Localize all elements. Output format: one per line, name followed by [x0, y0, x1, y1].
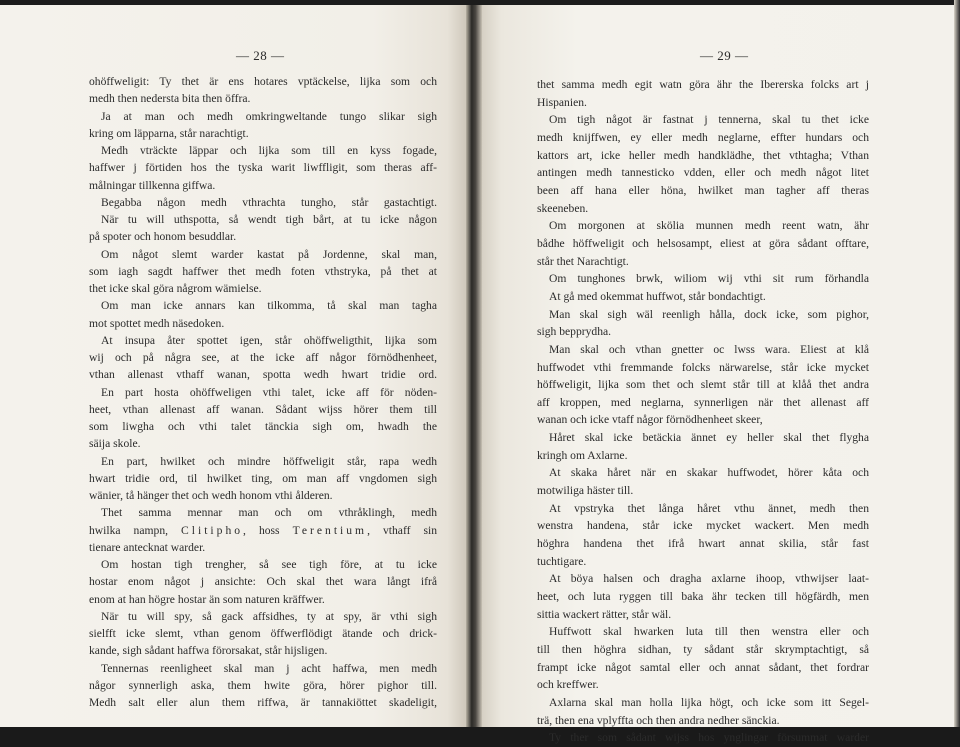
text-line [537, 500, 869, 518]
text-line [89, 677, 437, 694]
text-segment: En part hosta ohöffweligen vthi talet, icke aff för nöden- [101, 385, 437, 399]
text-segment: säija skole. [89, 437, 141, 451]
text-line [537, 323, 869, 341]
text-segment: målningar tillkenna giffwa. [89, 178, 216, 192]
text-segment: sigh bepprydha. [537, 325, 612, 339]
text-line [89, 315, 437, 332]
text-segment: En part, hwilket och mindre höffweligit står, rapa wedh [101, 454, 437, 468]
text-line [537, 341, 869, 359]
text-line [89, 625, 437, 642]
text-segment: skeeneben. [537, 201, 589, 215]
text-segment: någor synnerligh aska, them hwite göra, hörer pighor till. [89, 678, 437, 692]
text-line [537, 217, 869, 235]
text-line [537, 482, 869, 500]
text-segment: kring om läpparna, står narachtigt. [89, 126, 249, 140]
text-line [537, 429, 869, 447]
text-segment: som liwgha och vthi talet tänckia sigh om, hwadh the [89, 420, 437, 433]
text-line [89, 573, 437, 590]
text-line [537, 182, 869, 200]
text-line [89, 694, 437, 711]
text-segment: medh knijffwen, ey eller medh neglarne, effter hundars och [537, 130, 869, 144]
text-line [89, 263, 437, 280]
text-segment: enom at han högre hostar än som naturen kräffwer. [89, 592, 325, 606]
text-segment: frampt icke något samtal eller och annat sådant, thet fordrar [537, 660, 869, 674]
text-segment: wänier, tå hänger thet och wedh honom vthi ålderen. [89, 489, 333, 502]
text-line [89, 366, 437, 383]
text-line [89, 660, 437, 677]
text-line [537, 200, 869, 218]
text-line [89, 142, 437, 159]
text-line [89, 73, 437, 90]
text-segment: kattors art, icke heller medh handklädhe, thet vthtagha; Vthan [537, 148, 869, 162]
text-segment: Axlarna skal man holla lijka högt, och icke som itt Segel- [549, 695, 869, 709]
text-line [537, 623, 869, 641]
text-line [89, 384, 437, 401]
text-line [89, 522, 437, 539]
text-segment: Om tigh något är fastnat j tennerna, skal tu thet icke [549, 113, 869, 127]
text-segment: wenstra handena, står icke mycket wackert. Men medh [537, 519, 869, 533]
text-segment: thet icke skal göra någrom wämielse. [89, 282, 262, 295]
text-line [537, 129, 869, 147]
text-line [89, 125, 437, 142]
text-line [537, 447, 869, 465]
text-segment: När tu will uthspotta, så wendt tigh bårt, at tu icke någon [101, 213, 437, 226]
text-segment: Ja at man och medh omkringweltande tungo slikar sigh [101, 109, 437, 123]
text-line [537, 712, 869, 730]
scan-edge-right [954, 0, 960, 727]
text-line [89, 591, 437, 608]
text-segment: Ty ther som sådant wijss hos ynglingar försummat warder [549, 731, 869, 745]
text-line [537, 359, 869, 377]
text-segment: höffweligit, lijka som thet och slemt står till at klåå thet andra [537, 378, 869, 392]
text-segment: medh then nedersta bita then öffra. [89, 92, 251, 106]
text-segment: sittia wackert rätter, står wäl. [537, 607, 672, 621]
text-segment: , vthaff sin [367, 523, 437, 537]
text-line [89, 159, 437, 176]
text-segment: tuchtigare. [537, 554, 587, 568]
text-line [537, 270, 869, 288]
text-segment: Om morgonen at skölia munnen medh reent watn, ähr [549, 219, 869, 233]
text-segment: Håret skal icke betäckia ännet ey heller skal thet flygha [549, 431, 869, 445]
text-segment: Man skal sigh wäl reenligh hålla, dock icke, som pighor, [549, 307, 869, 321]
text-segment: , hoss [243, 523, 293, 537]
text-segment: wij och på några see, at the icke aff någor förnödhenheet, [89, 351, 437, 364]
text-segment: At skaka håret när en skakar huffwodet, hörer kåta och [549, 466, 869, 480]
text-segment: kringh om Axlarne. [537, 448, 628, 462]
text-line [537, 641, 869, 659]
text-segment: huffwodet vthi fremmande folcks närwarelse, står icke mycket [537, 360, 869, 374]
text-segment: tienare antecknat warder. [89, 540, 206, 554]
text-line [537, 464, 869, 482]
text-line [89, 608, 437, 625]
page-number-right: — 29 — [700, 48, 749, 63]
text-segment: sielfft icke slemt, vthan genom öffwerflödigt ätande och drick- [89, 627, 437, 640]
text-line [537, 111, 869, 129]
text-segment: At gå med okemmat huffwot, står bondachtigt. [549, 289, 766, 303]
text-line [89, 401, 437, 418]
text-segment: Hispanien. [537, 95, 587, 109]
text-segment: hwilka nampn, [89, 523, 182, 537]
text-segment: Om hostan tigh trengher, så see tigh före, at tu icke [101, 558, 437, 571]
text-segment: Begabba någon medh vthrachta tungho, står gastachtigt. [101, 195, 437, 209]
text-segment: Man skal och vthan gnetter oc lwss wara. Eliest at klå [549, 342, 869, 356]
text-segment: antingen medh tannesticko vdden, eller och medh något litet [537, 166, 869, 180]
text-line [89, 453, 437, 470]
text-line [89, 504, 437, 521]
text-line [537, 394, 869, 412]
text-line [89, 487, 437, 504]
text-segment: wanan och icke vtaff någor förnödhenheet skeer, [537, 413, 763, 427]
text-segment: mot spottet medh näsedoken. [89, 316, 225, 330]
text-line [89, 228, 437, 245]
text-segment: trä, then ena vplyffta och then andra nedher sänckia. [537, 713, 780, 727]
text-line [537, 147, 869, 165]
text-line [537, 411, 869, 429]
text-segment: been aff hana eller höna, hwilket man tagher aff theras [537, 183, 869, 197]
text-segment: höghra handena thet ifrå hwart annat skilia, står fast [537, 537, 869, 551]
text-segment: motwiliga häster till. [537, 484, 634, 498]
text-segment: ohöffweligit: Ty thet är ens hotares vptäckelse, lijka som och [89, 75, 437, 88]
text-line [89, 177, 437, 194]
text-line [537, 306, 869, 324]
text-line [537, 729, 869, 747]
text-segment: När tu will spy, så gack affsidhes, ty at spy, är vthi sigh [101, 609, 437, 623]
text-line [537, 606, 869, 624]
text-line [537, 94, 869, 112]
text-line [89, 90, 437, 107]
text-segment: kande, sigh sådant haffwa förorsakat, står hijsligen. [89, 644, 328, 658]
text-line [89, 246, 437, 263]
text-line [89, 435, 437, 452]
text-segment: Huffwott skal hwarken luta till then wenstra eller och [549, 625, 869, 639]
text-segment: At böya halsen och dragha axlarne ihoop, vthwijser laat- [549, 572, 869, 586]
text-line [537, 517, 869, 535]
text-line [89, 211, 437, 228]
text-line [89, 556, 437, 573]
text-segment: heet, vthan allenast aff wanan. Sådant wijss hörer them till [89, 402, 437, 416]
text-line [89, 194, 437, 211]
spaced-name: Terentium [292, 523, 368, 537]
text-line [537, 659, 869, 677]
text-line [89, 539, 437, 556]
text-segment: vthan allenast vthaff wanan, spotta wedh hwart tridie ord. [89, 368, 437, 382]
text-line [537, 76, 869, 94]
text-segment: haffwer j förtiden hos the tyska warit liwffligit, som theras aff- [89, 161, 437, 175]
text-segment: Thet samma mennar man och om vthråklingh, medh [101, 506, 437, 520]
text-line [89, 470, 437, 487]
text-line [89, 108, 437, 125]
text-segment: Medh salt eller alun them riffwa, är tannakiöttet skadeligit, [89, 696, 437, 709]
text-line [537, 570, 869, 588]
text-line [537, 288, 869, 306]
right-page [482, 0, 960, 745]
text-line [89, 418, 437, 435]
text-segment: som iagh sagdt haffwer thet medh foten vthstryka, på thet at [89, 264, 437, 278]
text-line [89, 642, 437, 659]
text-segment: står thet Narachtigt. [537, 254, 629, 268]
book-gutter [466, 0, 482, 727]
text-line [537, 253, 869, 271]
left-page-text [89, 73, 437, 711]
text-segment: At vpstryka thet långa håret vthu ännet, medh then [549, 501, 869, 515]
scan-edge-top [0, 0, 960, 5]
text-segment: Medh vträckte läppar och lijka som till en kyss fogade, [101, 144, 437, 157]
text-segment: Om man icke annars kan tilkomma, tå skal man tagha [101, 299, 437, 313]
left-page [0, 0, 466, 727]
text-line [537, 553, 869, 571]
text-segment: Om något slemt warder kastat på Jordenne, skal man, [101, 247, 437, 261]
text-line [537, 676, 869, 694]
text-segment: At insupa åter spottet igen, står ohöffweligthit, lijka som [101, 333, 437, 347]
text-segment: thet samma medh egit watn göra ähr the Ibererska folcks art j [537, 78, 869, 91]
text-segment: Tennernas reenligheet skal man j acht haffwa, men medh [101, 661, 437, 675]
text-line [537, 235, 869, 253]
text-segment: Om tunghones brwk, wiliom wij vthi sit rum förhandla [549, 272, 869, 286]
text-line [89, 349, 437, 366]
page-number-left: — 28 — [236, 48, 285, 63]
text-segment: på spoter och honom besuddlar. [89, 230, 237, 244]
text-segment: och kreffwer. [537, 678, 599, 692]
text-line [89, 297, 437, 314]
right-page-text [537, 76, 869, 747]
text-segment: till then höghra sidhan, ty sådant står skrymptachtigt, så [537, 643, 869, 656]
text-line [537, 164, 869, 182]
text-line [537, 376, 869, 394]
text-segment: hwart tridie ord, til hwilket ting, om man aff vngdomen sigh [89, 471, 437, 485]
text-line [537, 588, 869, 606]
spaced-name: Clitipho [181, 523, 244, 537]
text-line [89, 332, 437, 349]
text-line [537, 694, 869, 712]
text-segment: hostar enom något j ansichte: Och skal thet wara långt ifrå [89, 575, 437, 589]
text-line [537, 535, 869, 553]
text-segment: heet, och luta ryggen till baka ähr tecken till högfärdh, men [537, 590, 869, 604]
text-line [89, 280, 437, 297]
text-segment: bådhe höffweligit och helsosampt, eliest at göra sådant offtare, [537, 236, 869, 250]
text-segment: aff kroppen, med neglarna, synnerligen när thet allenast aff [537, 395, 869, 409]
